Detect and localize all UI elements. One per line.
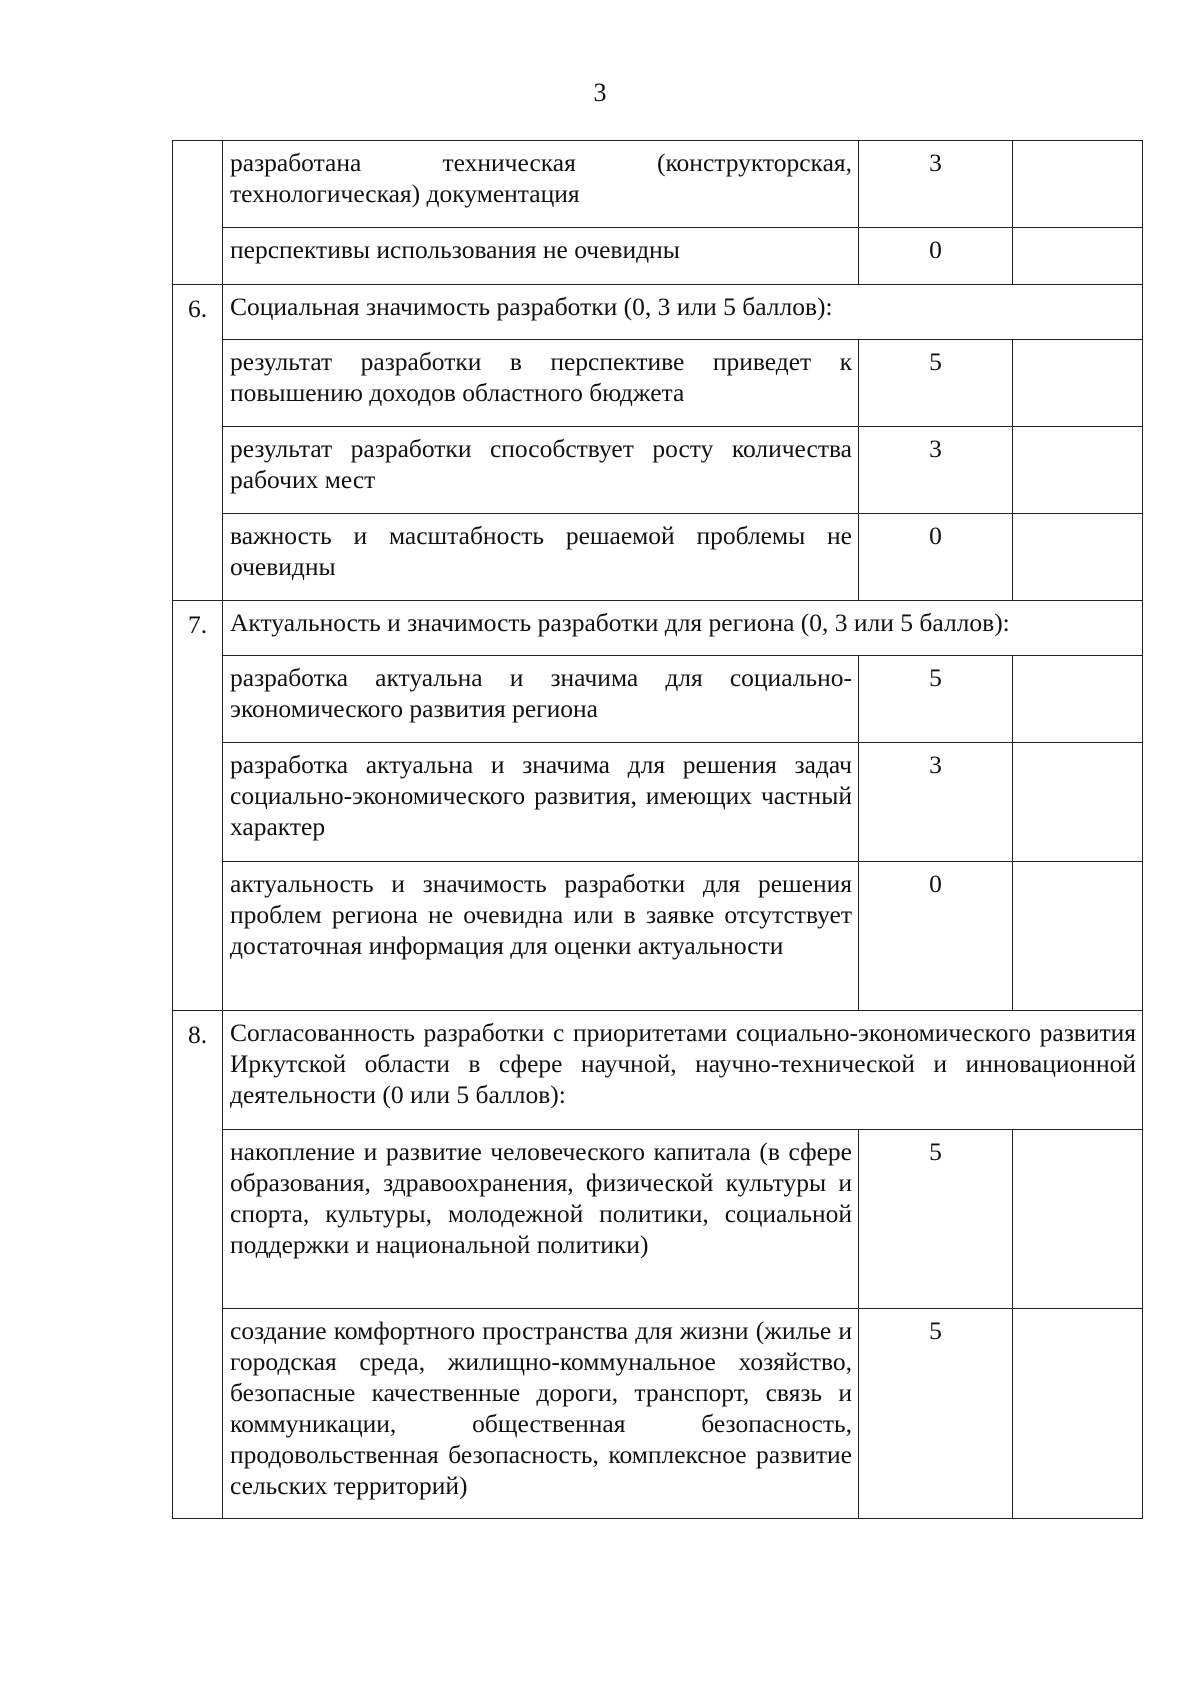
criterion-row [173,656,1143,743]
section-title: Актуальность и значимость разработки для региона (0, 3 или 5 баллов): [223,601,1143,656]
criterion-text: разработка актуальна и значима для социально-экономического развития региона [223,656,859,743]
criterion-row [173,340,1143,427]
section-header-row [173,285,1143,340]
criterion-text: результат разработки способствует росту количества рабочих мест [223,427,859,514]
criterion-text: важность и масштабность решаемой проблемы не очевидны [223,514,859,601]
section-number: 6. [173,285,223,601]
criterion-row [173,514,1143,601]
criterion-text: результат разработки в перспективе приведет к повышению доходов областного бюджета [223,340,859,427]
score-cell [1013,656,1143,743]
section-header-row [173,1011,1143,1130]
criteria-table [172,140,1143,1519]
score-cell [1013,514,1143,601]
criterion-row [173,228,1143,285]
section-title: Согласованность разработки с приоритетами социально-экономического развития Иркутской области в сфере научной, научно-технической и инновационной деятельности (0 или 5 баллов): [223,1011,1143,1130]
criterion-points: 5 [859,1309,1013,1519]
page-number: 3 [593,78,607,107]
criterion-points: 3 [859,427,1013,514]
section-title: Социальная значимость разработки (0, 3 или 5 баллов): [223,285,1143,340]
criterion-text: разработка актуальна и значима для решения задач социально-экономического развития, имеющих частный характер [223,743,859,862]
criterion-points: 3 [859,141,1013,228]
criterion-points: 0 [859,228,1013,285]
criterion-row [173,141,1143,228]
score-cell [1013,141,1143,228]
section-number: 8. [173,1011,223,1519]
criterion-text: накопление и развитие человеческого капитала (в сфере образования, здравоохранения, физической культуры и спорта, культуры, молодежной политики, социальной поддержки и национальной политики) [223,1130,859,1309]
score-cell [1013,743,1143,862]
criterion-points: 3 [859,743,1013,862]
criterion-points: 5 [859,340,1013,427]
section-number: 7. [173,601,223,1011]
row-number-cell [173,141,223,285]
score-cell [1013,228,1143,285]
criterion-row [173,427,1143,514]
criterion-row [173,1130,1143,1309]
criterion-points: 0 [859,514,1013,601]
criterion-row [173,743,1143,862]
score-cell [1013,1130,1143,1309]
criterion-row [173,862,1143,1011]
criterion-text: разработана техническая (конструкторская, технологическая) документация [223,141,859,228]
score-cell [1013,1309,1143,1519]
score-cell [1013,862,1143,1011]
criterion-text: создание комфортного пространства для жизни (жилье и городская среда, жилищно-коммунальное хозяйство, безопасные качественные дороги, транспорт, связь и коммуникации, общественная безопасность, продовольственная безопасность, комплексное развитие сельских территорий) [223,1309,859,1519]
section-header-row [173,601,1143,656]
criterion-points: 0 [859,862,1013,1011]
criterion-text: перспективы использования не очевидны [223,228,859,285]
criterion-points: 5 [859,656,1013,743]
score-cell [1013,340,1143,427]
score-cell [1013,427,1143,514]
criterion-row [173,1309,1143,1519]
criterion-text: актуальность и значимость разработки для решения проблем региона не очевидна или в заявке отсутствует достаточная информация для оценки актуальности [223,862,859,1011]
criterion-points: 5 [859,1130,1013,1309]
